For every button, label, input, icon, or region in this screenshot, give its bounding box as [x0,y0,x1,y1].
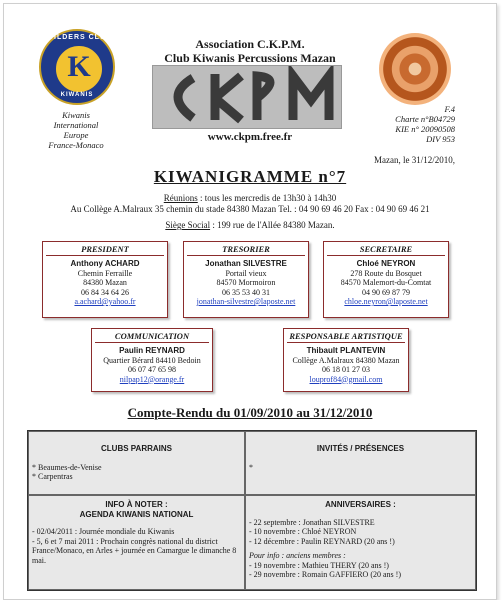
club-name: Club Kiwanis Percussions Mazan [164,51,336,65]
card-president: PRESIDENT Anthony ACHARD Chemin Ferraille 84380 Mazan 06 84 34 64 26 a.achard@yahoo.fr [42,241,168,318]
email-link[interactable]: chloe.neyron@laposte.net [344,297,428,306]
logo-letter: K [67,50,91,83]
clubs-header: CLUBS PARRAINS [101,444,172,453]
email-link[interactable]: louprof84@gmail.com [309,374,383,384]
ckpm-photo [152,65,342,129]
card-secretaire: SECRETAIRE Chloé NEYRON 278 Route du Bosquet 84570 Malemort-du-Comtat 04 90 69 87 79 chloe.neyron@laposte.net [323,241,449,318]
invites-header: INVITÉS / PRÉSENCES [316,444,405,453]
document-title: KIWANIGRAMME n°7 [153,167,347,186]
document-date: Mazan, le 31/12/2010, [374,155,455,165]
website-link[interactable]: www.ckpm.free.fr [207,131,293,143]
card-tresorier: TRESORIER Jonathan SILVESTRE Portail vieux 84570 Mormoiron 06 35 53 40 31 jonathan-silvestre@laposte.net [183,241,309,318]
compte-rendu-title: Compte-Rendu du 01/09/2010 au 31/12/2010 [127,405,373,420]
clubs-cell: CLUBS PARRAINS * Beaumes-de-Venise * Carpentras [28,431,245,495]
card-responsable-artistique: RESPONSABLE ARTISTIQUE Thibault PLANTEVIN Collège A.Malraux 84380 Mazan 06 18 01 27 03 louprof84@gmail.com [283,328,409,392]
logo-caption: Kiwanis International Europe France-Monaco [48,110,104,150]
email-link[interactable]: nilpap12@orange.fr [119,374,185,384]
anniversaires-header: ANNIVERSAIRES : [325,500,396,509]
anniversaires-cell: ANNIVERSAIRES : - 22 septembre : Jonathan SILVESTRE - 10 novembre : Chloé NEYRON - 12 décembre : Paulin REYNARD (20 ans !) Pour info : anciens membres : - 19 novembre : Mathieu THERY (20 ans !) - 29 novembre : Romain GAFFIERO (20 ans !) [245,495,476,590]
drum-photo [379,33,451,105]
photo-figures [153,66,341,128]
card-communication: COMMUNICATION Paulin REYNARD Quartier Bérard 84410 Bedoin 06 07 47 65 98 nilpap12@orange.fr [91,328,213,392]
agenda-cell: INFO À NOTER : AGENDA KIWANIS NATIONAL - 02/04/2011 : Journée mondiale du Kiwanis - 5, 6 et 7 mai 2011 : Prochain congrès national du district France/Monaco, en Arles + journée en Camargue le dimanche 8 mai. [28,495,245,590]
invites-cell: INVITÉS / PRÉSENCES * [245,431,476,495]
meeting-info: Réunions : tous les mercredis de 13h30 à 14h30 Au Collège A.Malraux 35 chemin du stade 84380 Mazan Tel. : 04 90 69 46 20 Fax : 04 90 69 46 21 Siège Social : 199 rue de l'Allée 84380 Mazan. [70,193,430,230]
charter-info: F.4 Charte n°B04729 KIE n° 20090508 DIV 953 [395,104,455,144]
association-header [150,37,350,65]
association-name: Association C.K.P.M. [195,37,305,51]
email-link[interactable]: jonathan-silvestre@laposte.net [196,297,296,306]
logo-bottom-text: KIWANIS [60,92,94,98]
logo-top-text: BUILDERS CLUB [41,34,113,41]
report-table [27,430,477,591]
email-link[interactable]: a.achard@yahoo.fr [74,297,136,306]
agenda-header: INFO À NOTER : AGENDA KIWANIS NATIONAL [79,500,194,519]
kiwanis-logo [39,29,115,105]
